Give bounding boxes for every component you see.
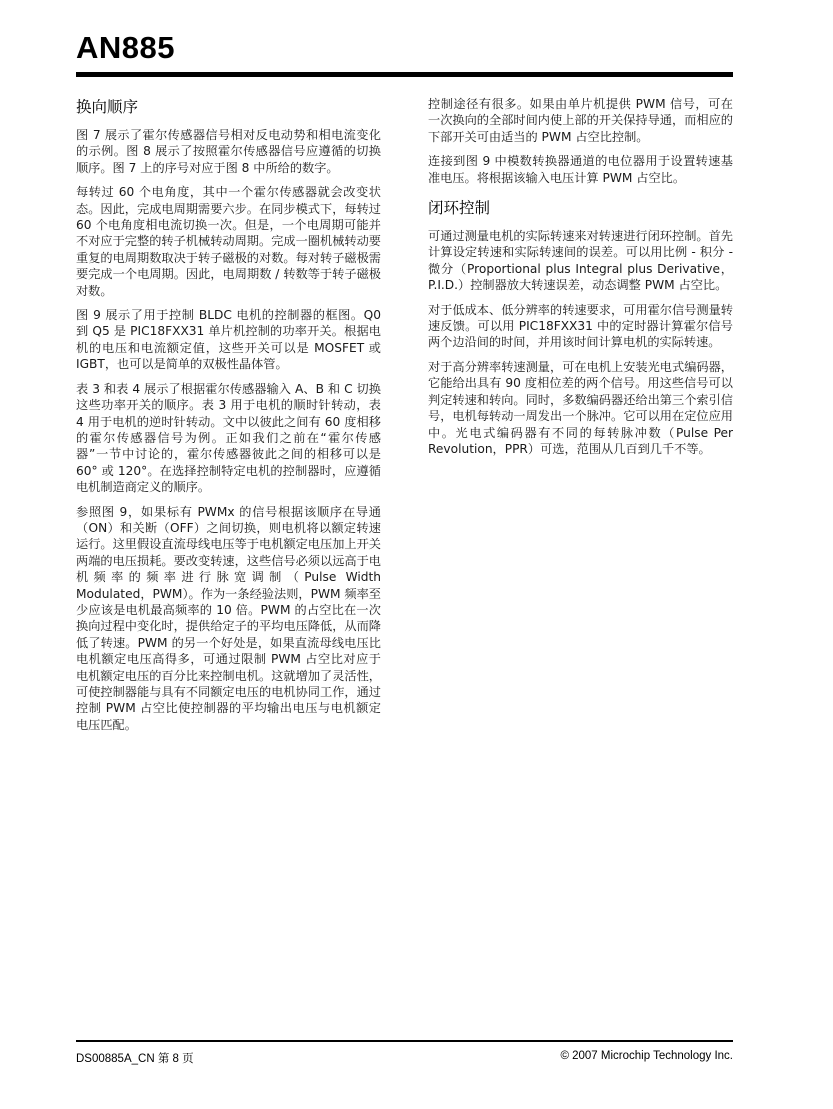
- section-heading-closed-loop: 闭环控制: [428, 199, 491, 218]
- header-rule: [76, 72, 733, 77]
- paragraph: 图 7 展示了霍尔传感器信号相对反电动势和相电流变化的示例。图 8 展示了按照霍尔传感器信号应遵循的切换顺序。图 7 上的序号对应于图 8 中所给的数字。: [76, 128, 381, 175]
- paragraph: 可通过测量电机的实际转速来对转速进行闭环控制。首先计算设定转速和实际转速间的误差。可以用比例 - 积分 - 微分（Proportional plus Integral plus Derivative，P.I.D.）控制器放大转速误差，动态调整 PWM 占空比。: [428, 229, 733, 293]
- footer-rule: [76, 1040, 733, 1042]
- paragraph: 控制途径有很多。如果由单片机提供 PWM 信号，可在一次换向的全部时间内使上部的开关保持导通，而相应的下部开关可由适当的 PWM 占空比控制。: [428, 97, 733, 144]
- document-title: AN885: [76, 30, 175, 65]
- right-column: [428, 96, 733, 465]
- paragraph: 参照图 9，如果标有 PWMx 的信号根据该顺序在导通（ON）和关断（OFF）之间切换，则电机将以额定转速运行。这里假设直流母线电压等于电机额定电压加上开关两端的电压损耗。要改变转速，这些信号必须以远高于电机频率的频率进行脉宽调制（Pulse Width Modulated，PWM）。作为一条经验法则，PWM 频率至少应该是电机最高频率的 10 倍。PWM 的占空比在一次换向过程中变化时，提供给定子的平均电压降低，从而降低了转速。PWM 的另一个好处是，如果直流母线电压比电机额定电压高得多，可通过限制 PWM 占空比对应于电机额定电压的百分比来控制电机。这就增加了灵活性，可使控制器能与具有不同额定电压的电机协同工作，通过控制 PWM 占空比使控制器的平均输出电压与电机额定电压匹配。: [76, 504, 381, 732]
- footer-doc-id: DS00885A_CN 第 8 页: [76, 1053, 194, 1065]
- paragraph: 图 9 展示了用于控制 BLDC 电机的控制器的框图。Q0 到 Q5 是 PIC18FXX31 单片机控制的功率开关。根据电机的电压和电流额定值，这些开关可以是 MOSFET 或 IGBT，也可以是简单的双极性晶体管。: [76, 308, 381, 372]
- paragraph: 连接到图 9 中模数转换器通道的电位器用于设置转速基准电压。将根据该输入电压计算 PWM 占空比。: [428, 154, 733, 185]
- left-column: [76, 96, 381, 741]
- footer-copyright: © 2007 Microchip Technology Inc.: [560, 1050, 733, 1062]
- paragraph: 对于高分辨率转速测量，可在电机上安装光电式编码器，它能给出具有 90 度相位差的两个信号。用这些信号可以判定转速和转向。同时，多数编码器还给出第三个索引信号，电机每转动一周发出一个脉冲。它可以用在定位应用中。光电式编码器有不同的每转脉冲数（Pulse Per Revolution，PPR）可选，范围从几百到几千不等。: [428, 359, 733, 456]
- section-heading-commutation: 换向顺序: [76, 98, 139, 116]
- paragraph: 对于低成本、低分辨率的转速要求，可用霍尔信号测量转速反馈。可以用 PIC18FXX31 中的定时器计算霍尔信号两个边沿间的时间，并用该时间计算电机的实际转速。: [428, 302, 733, 350]
- paragraph: 每转过 60 个电角度，其中一个霍尔传感器就会改变状态。因此，完成电周期需要六步。在同步模式下，每转过 60 个电角度相电流切换一次。但是，一个电周期可能并不对应于完整的转子机械转动周期。完成一圈机械转动要重复的电周期数取决于转子磁极的对数。每对转子磁极需要完成一个电周期。因此，电周期数 / 转数等于转子磁极对数。: [76, 185, 381, 298]
- paragraph: 表 3 和表 4 展示了根据霍尔传感器输入 A、B 和 C 切换这些功率开关的顺序。表 3 用于电机的顺时针转动，表 4 用于电机的逆时针转动。文中以彼此之间有 60 度相移的霍尔传感器信号为例。正如我们之前在“霍尔传感器”一节中讨论的，霍尔传感器彼此之间的相移可以是 60° 或 120°。在选择控制特定电机的控制器时，应遵循电机制造商定义的顺序。: [76, 381, 381, 495]
